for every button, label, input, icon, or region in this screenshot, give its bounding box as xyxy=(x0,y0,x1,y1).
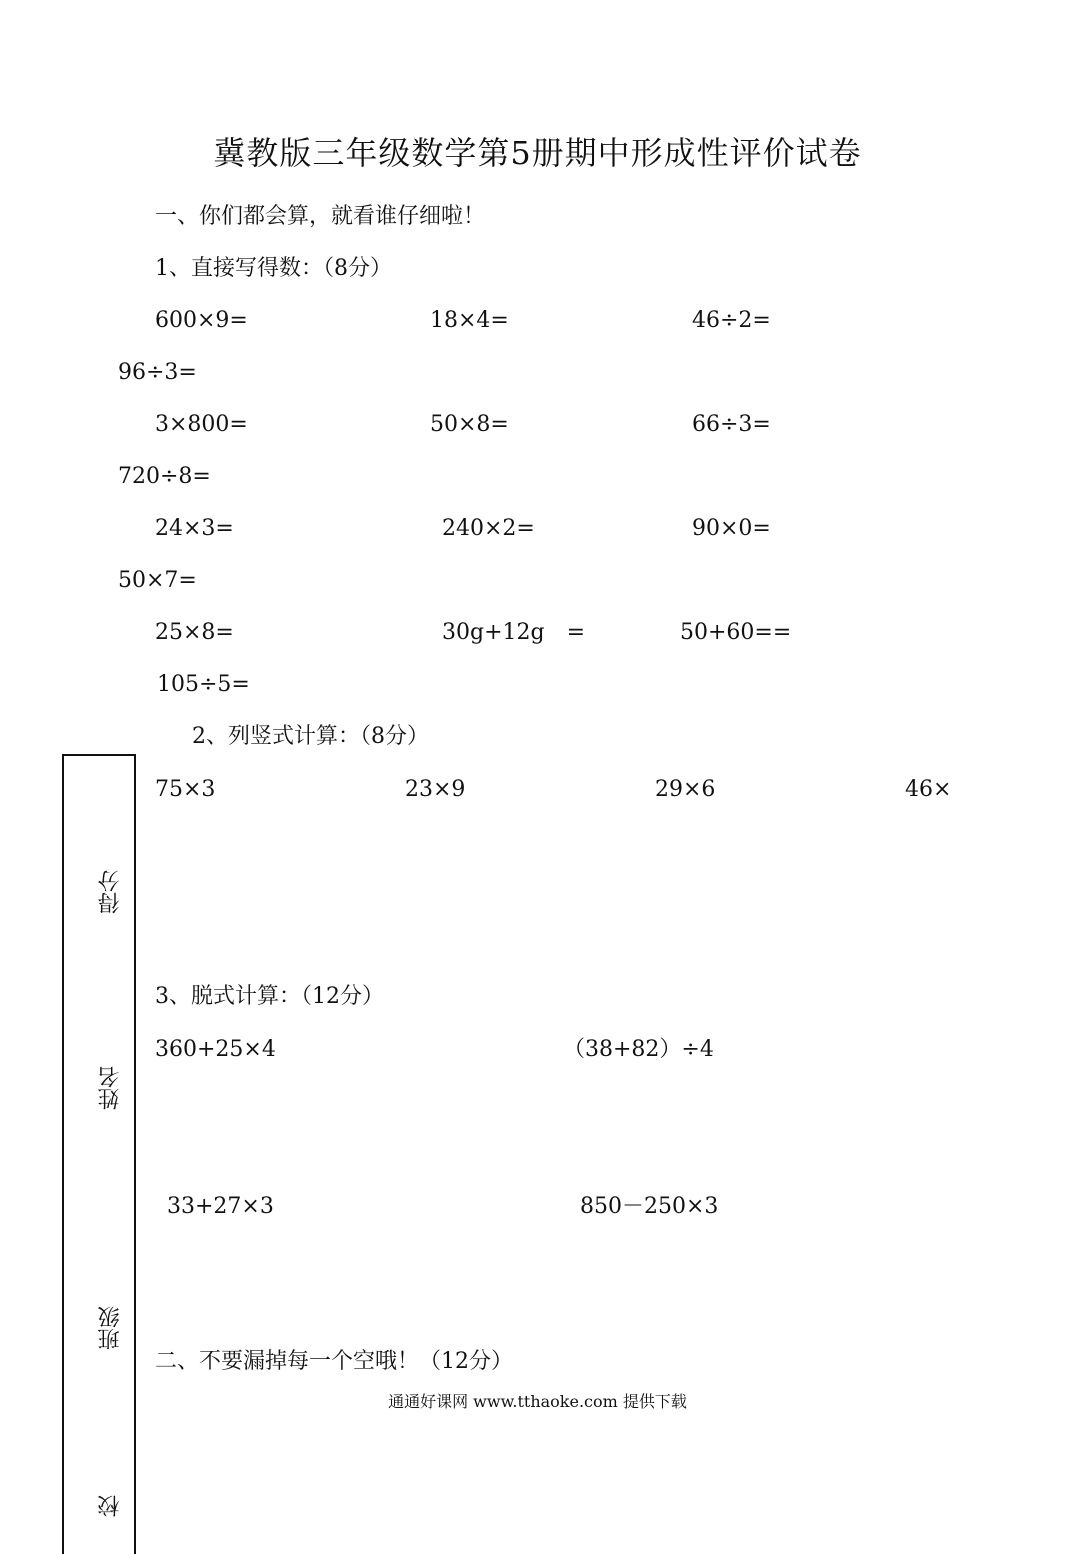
q3-item: （38+82）÷4 xyxy=(563,1037,714,1062)
q1-heading: 1、直接写得数：（8分） xyxy=(155,256,392,281)
q3-item: 360+25×4 xyxy=(155,1037,276,1062)
footer-credit: 通通好课网 www.tthaoke.com 提供下载 xyxy=(388,1392,687,1411)
q1-item: 66÷3= xyxy=(692,412,771,437)
q1-item: 720÷8= xyxy=(118,464,211,489)
page-title: 冀教版三年级数学第5册期中形成性评价试卷 xyxy=(213,134,862,172)
q1-item: 18×4= xyxy=(430,308,509,333)
q1-item: 50+60== xyxy=(680,620,792,645)
q2-item: 23×9 xyxy=(405,777,466,802)
part1-heading: 一、你们都会算，就看谁仔细啦！ xyxy=(155,204,486,229)
part2-heading: 二、不要漏掉每一个空哦！（12分） xyxy=(155,1349,513,1374)
q1-item: 3×800= xyxy=(155,412,248,437)
q1-item: 105÷5= xyxy=(157,672,250,697)
q1-item: 25×8= xyxy=(155,620,234,645)
q3-item: 33+27×3 xyxy=(167,1194,274,1219)
q1-item: 90×0= xyxy=(692,516,771,541)
q1-item: 50×8= xyxy=(430,412,509,437)
q2-item: 46× xyxy=(905,777,952,802)
q3-heading: 3、脱式计算：（12分） xyxy=(155,984,384,1009)
q1-item: 46÷2= xyxy=(692,308,771,333)
q3-item: 850－250×3 xyxy=(580,1194,719,1219)
q1-item: 30g+12g = xyxy=(442,620,586,645)
q1-item: 50×7= xyxy=(118,568,197,593)
school-label: 校 xyxy=(98,1495,123,1517)
score-label: 得分 xyxy=(98,870,123,914)
q1-item: 240×2= xyxy=(442,516,535,541)
q2-item: 29×6 xyxy=(655,777,716,802)
q1-item: 96÷3= xyxy=(118,360,197,385)
q1-item: 24×3= xyxy=(155,516,234,541)
q2-heading: 2、列竖式计算：（8分） xyxy=(192,724,429,749)
q2-item: 75×3 xyxy=(155,777,216,802)
class-label: 班级 xyxy=(98,1306,123,1350)
name-label: 姓名 xyxy=(98,1066,123,1110)
q1-item: 600×9= xyxy=(155,308,248,333)
